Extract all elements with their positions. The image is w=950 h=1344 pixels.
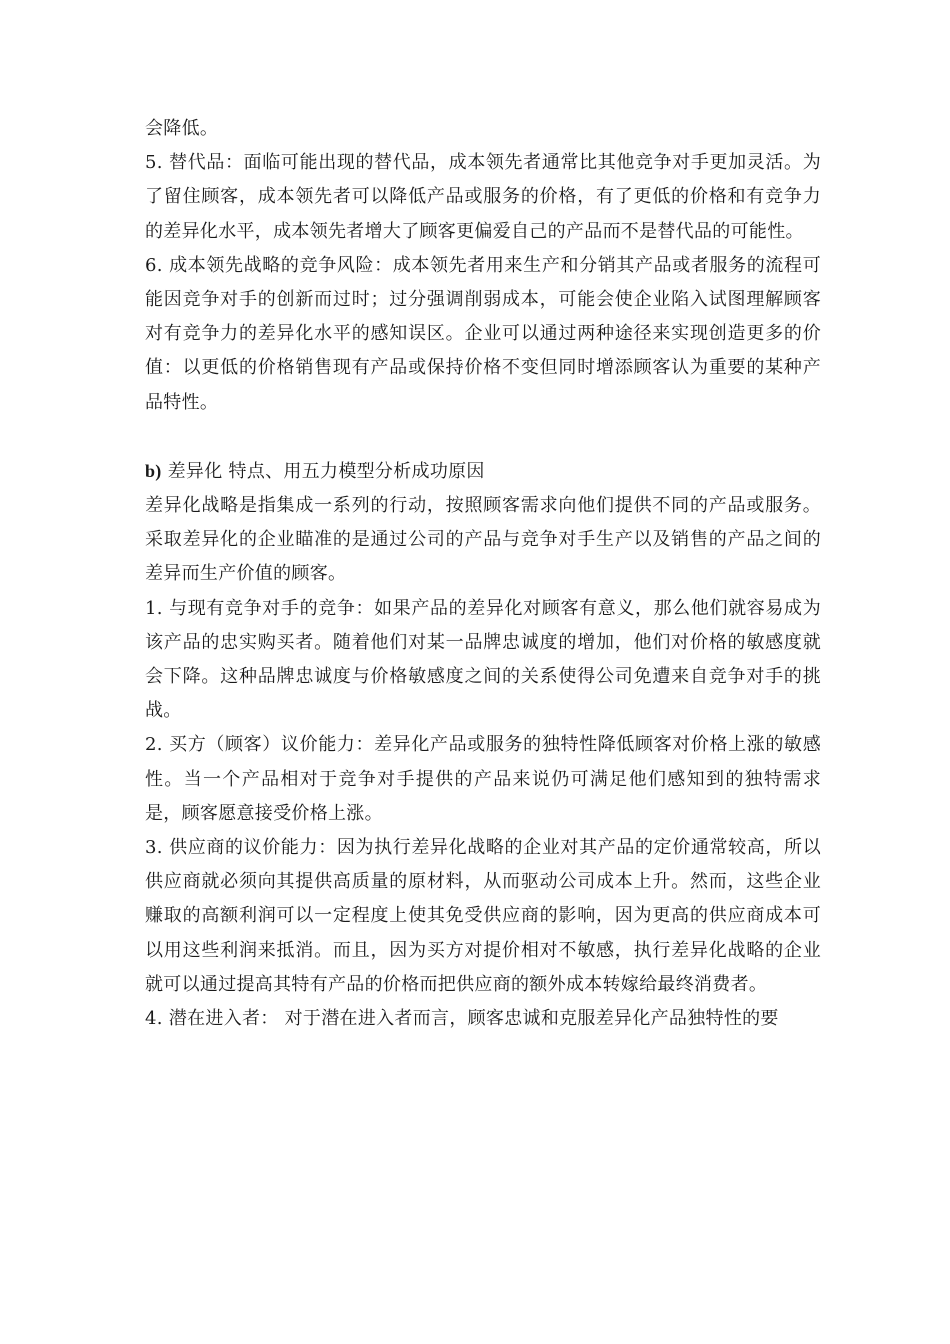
section-marker: b) [145, 460, 162, 481]
paragraph-cost-leadership-risks: 6. 成本领先战略的竞争风险：成本领先者用来生产和分销其产品或者服务的流程可能因竞争对手的创新而过时；过分强调削弱成本，可能会使企业陷入试图理解顾客对有竞争力的差异化水平的感知误区。企业可以通过两种途径来实现创造更多的价值：以更低的价格销售现有产品或保持价格不变但同时增添顾客认为重要的某种产品特性。 [145, 254, 821, 413]
paragraph-differentiation-definition: 差异化战略是指集成一系列的行动，按照顾客需求向他们提供不同的产品或服务。采取差异化的企业瞄准的是通过公司的产品与竞争对手生产以及销售的产品之间的差异而生产价值的顾客。 [145, 495, 821, 585]
paragraph-continuation: 会降低。 [145, 118, 219, 139]
paragraph-buyer-power: 2. 买方（顾客）议价能力：差异化产品或服务的独特性降低顾客对价格上涨的敏感性。当一个产品相对于竞争对手提供的产品来说仍可满足他们感知到的独特需求是，顾客愿意接受价格上涨。 [145, 734, 821, 824]
section-spacer [145, 420, 821, 454]
section-heading [145, 454, 821, 489]
paragraph-substitutes: 5. 替代品：面临可能出现的替代品，成本领先者通常比其他竞争对手更加灵活。为了留住顾客，成本领先者可以降低产品或服务的价格，有了更低的价格和有竞争力的差异化水平，成本领先者增大了顾客更偏爱自己的产品而不是替代品的可能性。 [145, 152, 821, 242]
section-title: 差异化 特点、用五力模型分析成功原因 [167, 460, 485, 482]
document-page [145, 112, 821, 1036]
paragraph-potential-entrants: 4. 潜在进入者： 对于潜在进入者而言，顾客忠诚和克服差异化产品独特性的要 [145, 1008, 779, 1030]
paragraph-supplier-power: 3. 供应商的议价能力：因为执行差异化战略的企业对其产品的定价通常较高，所以供应商就必须向其提供高质量的原材料，从而驱动公司成本上升。然而，这些企业赚取的高额利润可以一定程度上使其免受供应商的影响，因为更高的供应商成本可以用这些利润来抵消。而且，因为买方对提价相对不敏感，执行差异化战略的企业就可以通过提高其特有产品的价格而把供应商的额外成本转嫁给最终消费者。 [145, 837, 821, 995]
paragraph-existing-competitors: 1. 与现有竞争对手的竞争：如果产品的差异化对顾客有意义，那么他们就容易成为该产品的忠实购买者。随着他们对某一品牌忠诚度的增加，他们对价格的敏感度就会下降。这种品牌忠诚度与价格敏感度之间的关系使得公司免遭来自竞争对手的挑战。 [145, 597, 821, 722]
